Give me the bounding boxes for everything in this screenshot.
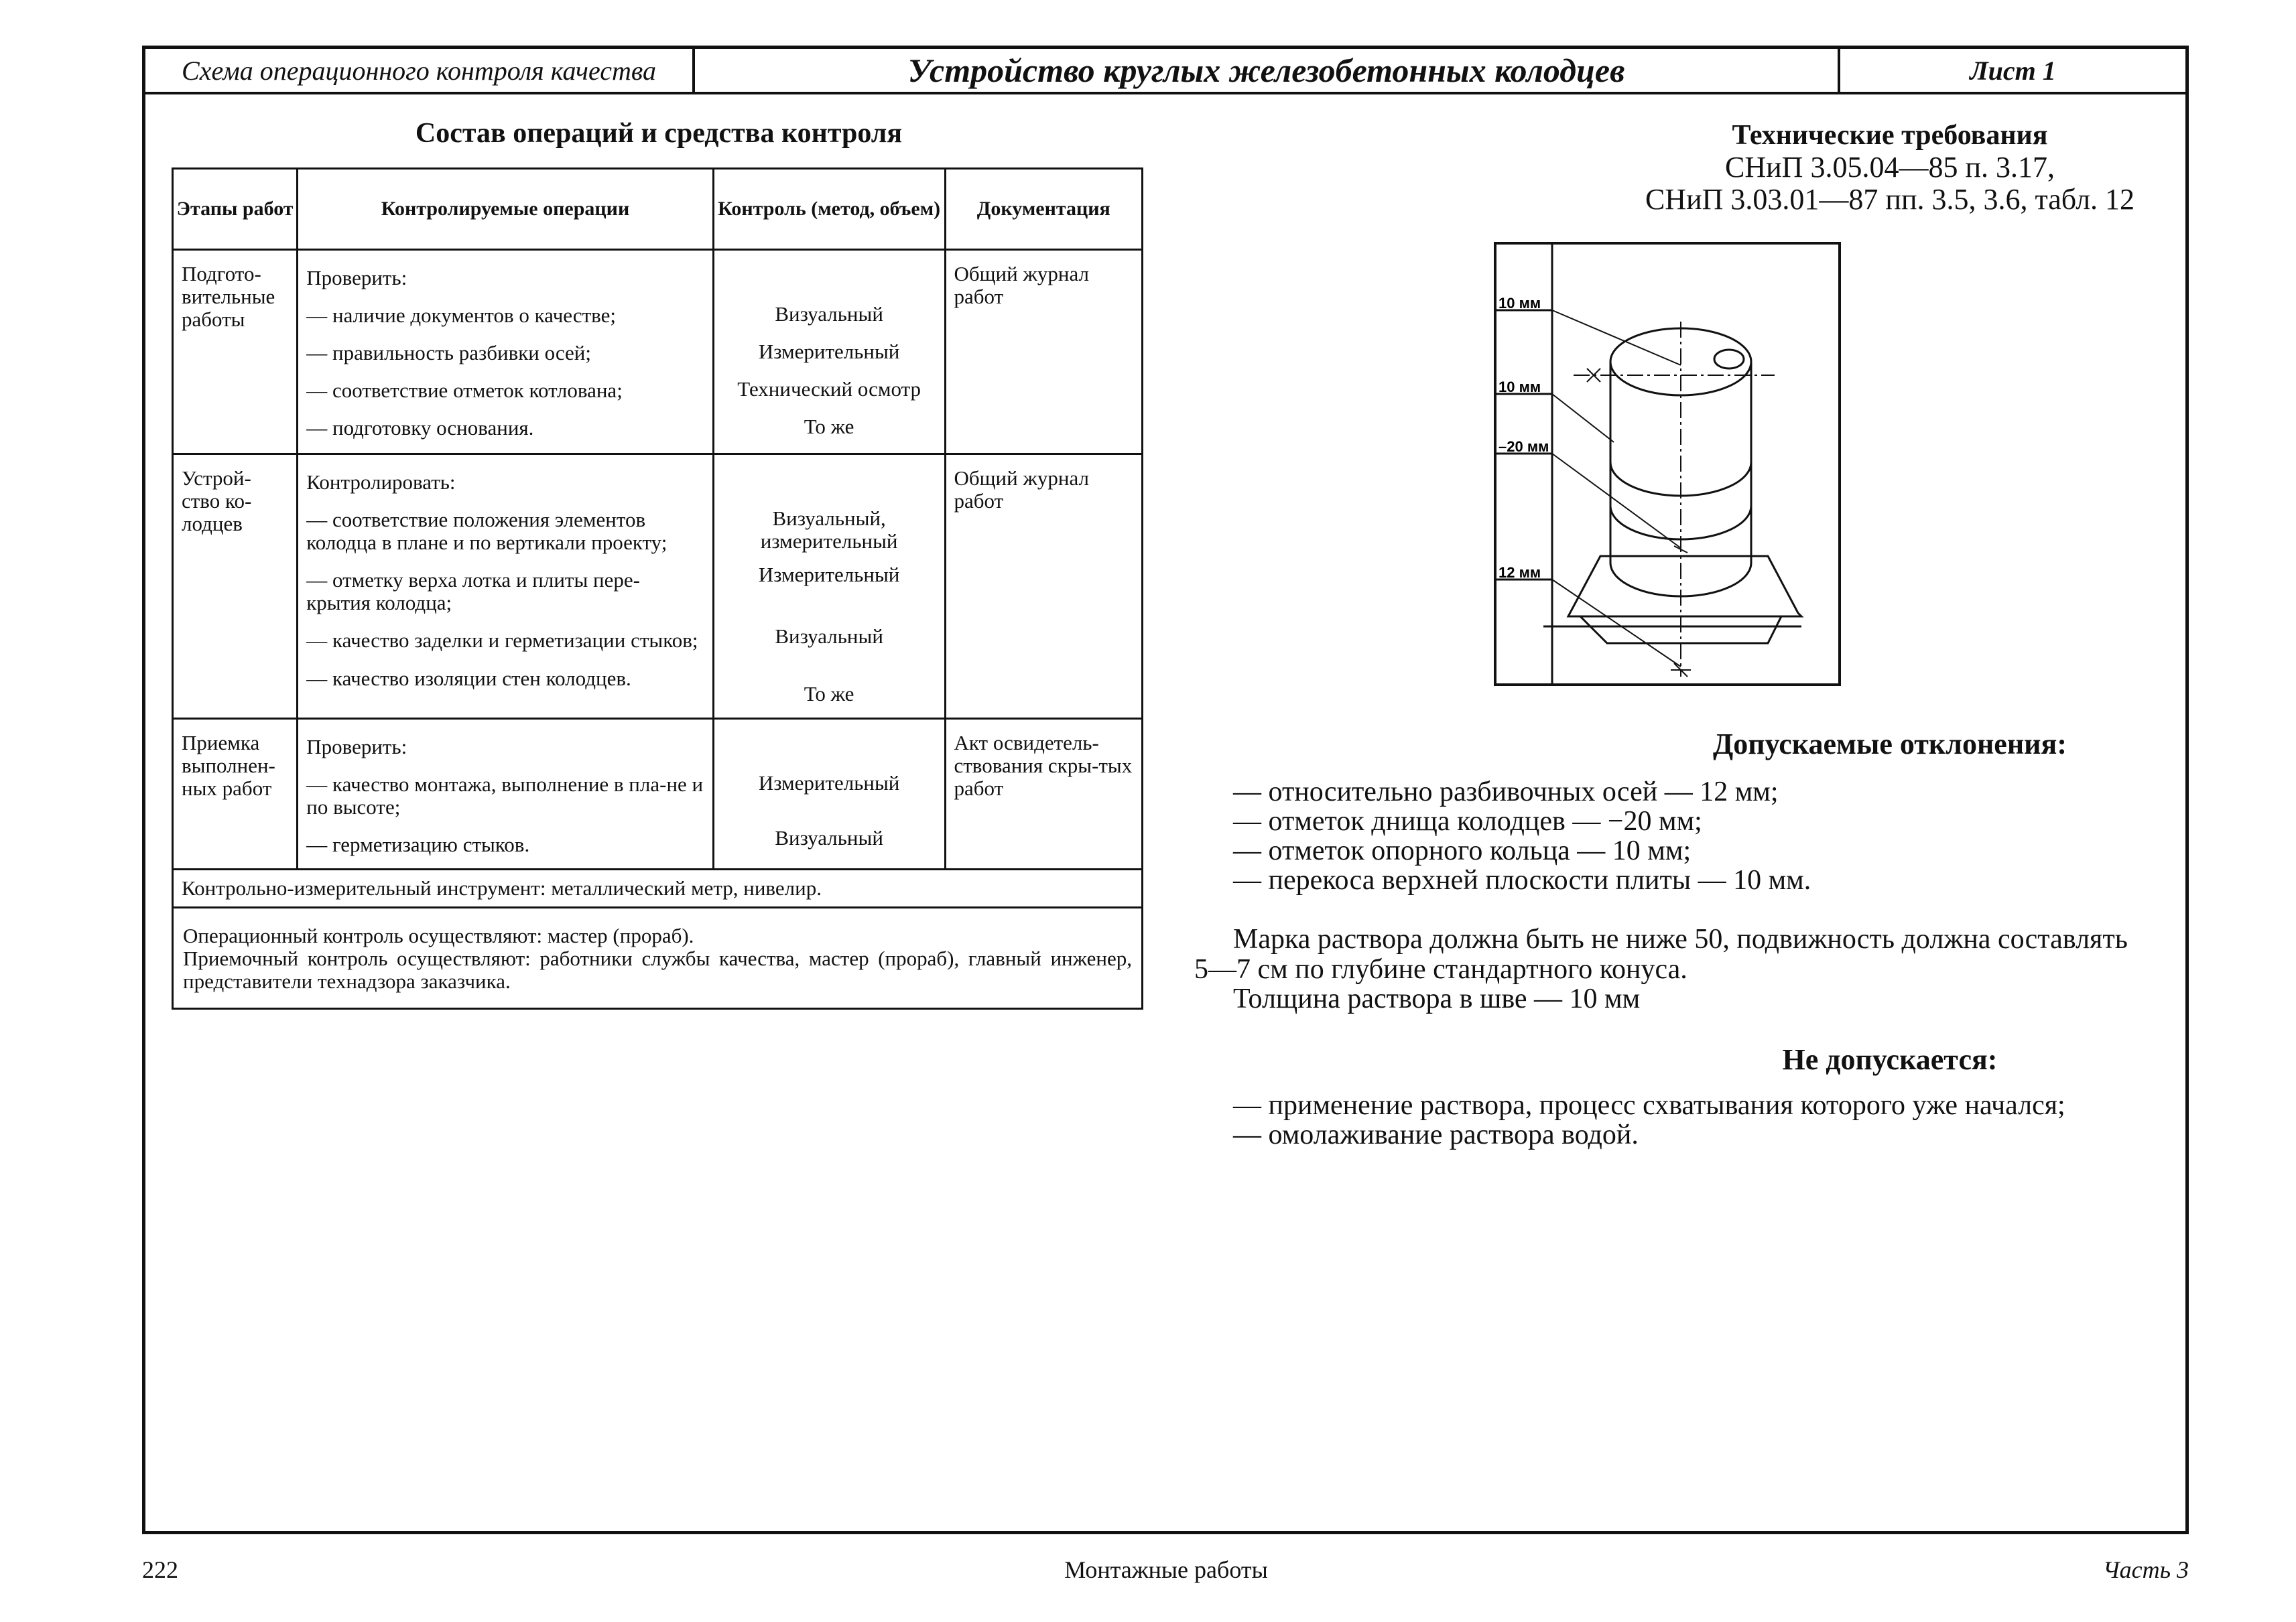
- table-row: [173, 719, 1143, 870]
- operation-item: — соответствие положения элементов колодца в плане и по вертикали проекту;: [306, 508, 667, 555]
- row-control: [713, 454, 945, 719]
- operations-intro: Проверить:: [306, 266, 407, 289]
- list-item: — отметок опорного кольца — 10 мм;: [1233, 835, 1692, 867]
- operation-item: — качество заделки и герметизации стыков;: [306, 628, 698, 653]
- control-item: Измерительный: [758, 563, 900, 587]
- control-notes-row: [173, 908, 1143, 1009]
- control-item: Измерительный: [758, 340, 900, 364]
- row-control: [713, 719, 945, 870]
- control-item: Визуальный, измерительный: [760, 506, 898, 553]
- operation-item: — отметку верха лотка и плиты пере-крытия колодца;: [306, 568, 640, 615]
- operations-table: [172, 167, 1143, 1010]
- control-notes-cell: [173, 908, 1143, 1009]
- page-number: 222: [142, 1556, 178, 1583]
- requirements-ref: СНиП 3.03.01—87 пп. 3.5, 3.6, табл. 12: [1645, 183, 2135, 216]
- dim-label: 10 мм: [1498, 295, 1541, 312]
- row-operations: [298, 250, 714, 454]
- list-item: — перекоса верхней плоскости плиты — 10 мм.: [1233, 865, 1811, 896]
- row-docs: Общий журнал работ: [945, 250, 1143, 454]
- control-item: То же: [804, 415, 854, 439]
- table-row: [173, 454, 1143, 719]
- requirements-title: Технические требования: [1732, 120, 2048, 151]
- paragraph-line: Марка раствора должна быть не ниже 50, подвижность должна составлять: [1233, 924, 2128, 955]
- control-note: Приемочный контроль осуществляют: работники службы качества, мастер (прораб), главный инженер, представители технадзора заказчика.: [183, 947, 1132, 994]
- not-allowed-list: [1233, 1091, 2065, 1150]
- col-header-stage: Этапы работ: [173, 169, 298, 250]
- row-docs: Общий журнал работ: [945, 454, 1143, 719]
- col-header-docs: Документация: [945, 169, 1143, 250]
- control-item: То же: [804, 682, 854, 706]
- footer-part: Часть 3: [2102, 1556, 2189, 1583]
- list-item: — относительно разбивочных осей — 12 мм;: [1233, 776, 1779, 807]
- col-header-control: Контроль (метод, объем): [713, 169, 945, 250]
- control-item: Визуальный: [775, 302, 883, 326]
- table-header-row: [173, 169, 1143, 250]
- not-allowed-title: Не допускается:: [1782, 1043, 1998, 1076]
- row-operations: [298, 454, 714, 719]
- control-note: Операционный контроль осуществляют: мастер (прораб).: [183, 924, 694, 948]
- list-item: — омолаживание раствора водой.: [1233, 1120, 1639, 1151]
- row-operations: [298, 719, 714, 870]
- instrument-row: [173, 870, 1143, 908]
- dim-label: 10 мм: [1498, 379, 1541, 395]
- paragraph-line: Толщина раствора в шве — 10 мм: [1233, 984, 1641, 1015]
- instrument-text: Контрольно-измерительный инструмент: металлический метр, нивелир.: [173, 870, 1143, 908]
- row-stage: Подгото-вительные работы: [173, 250, 298, 454]
- operations-section-title: Состав операций и средства контроля: [415, 118, 903, 149]
- mortar-paragraph: [1194, 925, 2166, 1014]
- list-item: — отметок днища колодцев — −20 мм;: [1233, 806, 1702, 837]
- deviations-title: Допускаемые отклонения:: [1713, 728, 2067, 760]
- deviations-list: [1233, 777, 1811, 895]
- row-docs: Акт освидетель-ствования скры-тых работ: [945, 719, 1143, 870]
- footer-section-name: Монтажные работы: [1064, 1556, 1268, 1583]
- control-item: Технический осмотр: [737, 377, 921, 401]
- operation-item: — подготовку основания.: [306, 416, 534, 440]
- requirements-ref: СНиП 3.05.04—85 п. 3.17,: [1725, 151, 2055, 184]
- row-stage: Устрой-ство ко-лодцев: [173, 454, 298, 719]
- row-stage: Приемка выполнен-ных работ: [173, 719, 298, 870]
- control-item: Визуальный: [775, 826, 883, 850]
- well-diagram: [1493, 241, 1842, 687]
- control-item: Визуальный: [775, 624, 883, 649]
- control-item: Измерительный: [758, 771, 900, 795]
- operation-item: — правильность разбивки осей;: [306, 341, 592, 365]
- operation-item: — герметизацию стыков.: [306, 833, 530, 857]
- paragraph-line: 5—7 см по глубине стандартного конуса.: [1194, 953, 1687, 985]
- header-document-title: Устройство круглых железобетонных колодцев: [695, 49, 1840, 92]
- header-sheet-number: Лист 1: [1970, 55, 2056, 86]
- col-header-operations: Контролируемые операции: [298, 169, 714, 250]
- operation-item: — наличие документов о качестве;: [306, 303, 616, 328]
- operations-intro: Проверить:: [306, 735, 407, 758]
- operations-intro: Контролировать:: [306, 470, 456, 494]
- list-item: — применение раствора, процесс схватывания которого уже начался;: [1233, 1090, 2065, 1121]
- operation-item: — качество изоляции стен колодцев.: [306, 666, 631, 690]
- operation-item: — качество монтажа, выполнение в пла-не и по высоте;: [306, 772, 704, 819]
- operation-item: — соответствие отметок котлована;: [306, 379, 623, 403]
- table-row: [173, 250, 1143, 454]
- header-bar: [145, 49, 2185, 94]
- header-scheme-title: Схема операционного контроля качества: [145, 49, 695, 92]
- row-control: [713, 250, 945, 454]
- dim-label: –20 мм: [1498, 438, 1549, 455]
- dim-label: 12 мм: [1498, 564, 1541, 581]
